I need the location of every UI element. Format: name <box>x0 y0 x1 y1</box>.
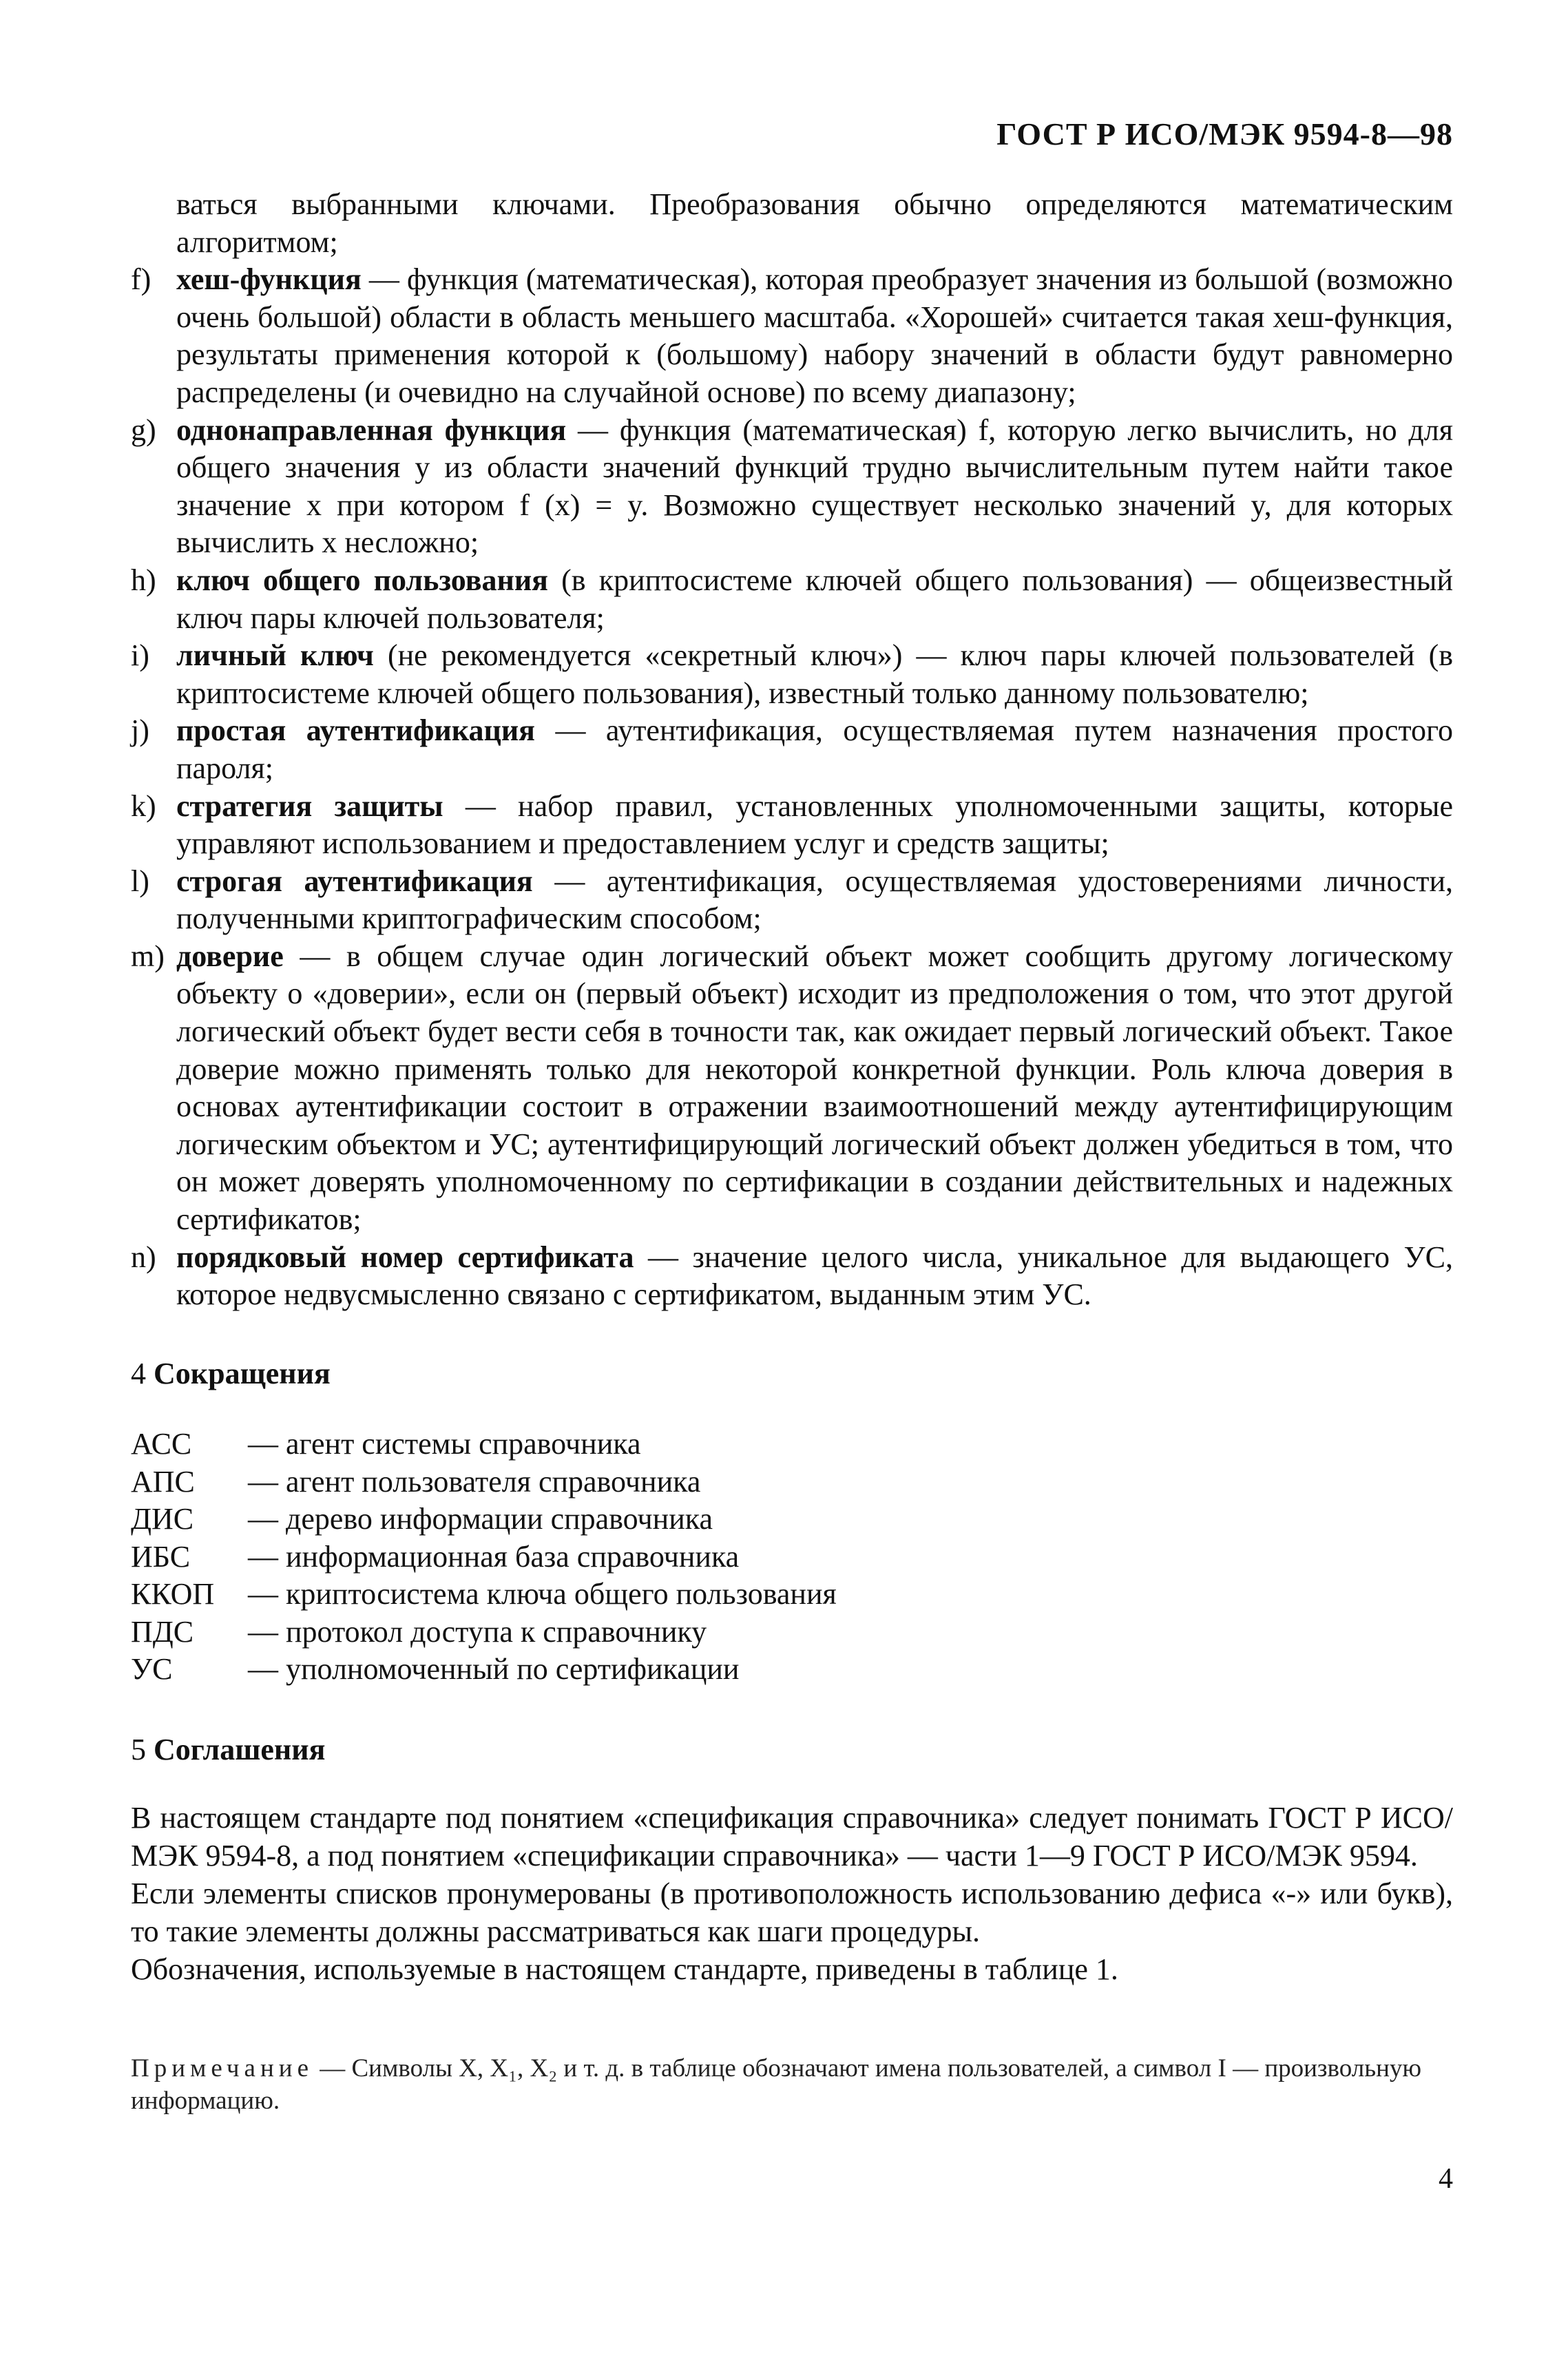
definition-term: ключ общего пользования <box>176 563 548 597</box>
abbreviation-text: — криптосистема ключа общего пользования <box>248 1577 837 1611</box>
abbreviations-list <box>131 1426 837 1689</box>
definition-item-m <box>131 938 1453 1239</box>
abbreviation-code: АПС <box>131 1464 195 1499</box>
definition-text: — функция (математическая) f, которую легко вычислить, но для общего значения y из области значений функций трудно вычислительным путем найти такое значение x при котором f (x) = y. Возможно существует несколько значений y, для которых вычислить x несложно; <box>176 413 1453 560</box>
document-page <box>131 0 1453 2380</box>
definition-text: — аутентификация, осуществляемая путем назначения простого пароля; <box>176 713 1453 785</box>
abbreviation-row <box>131 1651 837 1689</box>
definition-text: (в криптосистеме ключей общего пользования) — общеизвестный ключ пары ключей пользователя; <box>176 563 1453 635</box>
section-title: Сокращения <box>154 1357 331 1390</box>
section-number: 5 <box>131 1733 146 1766</box>
definition-marker: n) <box>131 1240 156 1274</box>
section-4-heading <box>131 1355 331 1392</box>
definition-continuation <box>131 186 1453 261</box>
abbreviation-code: ККОП <box>131 1577 215 1611</box>
abbreviation-row <box>131 1576 837 1614</box>
section-number: 4 <box>131 1357 146 1390</box>
conventions-body <box>131 1799 1453 1988</box>
definition-marker: i) <box>131 638 149 673</box>
abbreviation-code: ПДС <box>131 1614 194 1649</box>
document-header: ГОСТ Р ИСО/МЭК 9594-8—98 <box>996 116 1453 152</box>
abbreviation-code: АСС <box>131 1427 192 1461</box>
page-number: 4 <box>1439 2163 1453 2195</box>
conventions-paragraph-3 <box>131 1950 1453 1988</box>
definition-term: хеш-функция <box>176 262 362 297</box>
definition-text: — аутентификация, осуществляемая удостоверениями личности, полученными криптографическим способом; <box>176 864 1454 936</box>
definition-marker: m) <box>131 939 165 973</box>
section-5-heading <box>131 1731 325 1768</box>
definition-term: однонаправленная функция <box>176 413 567 447</box>
note-text: — Символы X, X₁, X₂ и т. д. в таблице обозначают имена пользователей, а символ I — произвольную информацию. <box>131 2054 1422 2115</box>
abbreviation-row <box>131 1614 837 1651</box>
definition-term: порядковый номер сертификата <box>176 1240 634 1274</box>
definition-item-i <box>131 637 1453 712</box>
definition-marker: h) <box>131 563 156 597</box>
definition-item-k <box>131 788 1453 863</box>
conventions-paragraph-2 <box>131 1875 1453 1950</box>
definition-marker: j) <box>131 713 149 748</box>
abbreviation-text: — протокол доступа к справочнику <box>248 1614 707 1649</box>
definition-marker: l) <box>131 864 149 898</box>
definition-marker: g) <box>131 413 156 447</box>
definition-item-g <box>131 412 1453 562</box>
definition-continuation-text: ваться выбранными ключами. Преобразования обычно определяются математическим алгоритмом; <box>176 187 1453 259</box>
definition-term: личный ключ <box>176 638 374 673</box>
abbreviation-row <box>131 1538 837 1576</box>
definition-term: простая аутентификация <box>176 713 535 748</box>
conventions-paragraph-1 <box>131 1799 1453 1875</box>
abbreviation-code: ИБС <box>131 1539 191 1574</box>
note-label: Примечание <box>131 2054 313 2082</box>
note-block <box>131 2052 1453 2117</box>
abbreviation-row <box>131 1463 837 1501</box>
abbreviation-code: УС <box>131 1652 173 1686</box>
definition-text: (не рекомендуется «секретный ключ») — ключ пары ключей пользователей (в криптосистеме ключей общего пользования), известный только данному пользователю; <box>176 638 1453 710</box>
definition-text: — набор правил, установленных уполномоченными защиты, которые управляют использованием и предоставлением услуг и средств защиты; <box>176 789 1453 861</box>
abbreviation-text: — уполномоченный по сертификации <box>248 1652 740 1686</box>
abbreviation-text: — агент пользователя справочника <box>248 1464 701 1499</box>
definition-text: — в общем случае один логический объект может сообщить другому логическому объекту о «доверии», если он (первый объект) исходит из предположения о том, что этот другой логический объект будет вести себя в точности так, как ожидает первый логический объект. Такое доверие можно применять только для некоторой конкретной функции. Роль ключа доверия в основах аутентификации состоит в отражении взаимоотношений между аутентифицирующим логическим объектом и УС; аутентифицирующий логический объект должен убедиться в том, что он может доверять уполномоченному по сертификации в создании действительных и надежных сертификатов; <box>176 939 1453 1237</box>
definition-term: доверие <box>176 939 284 973</box>
definition-item-l <box>131 863 1453 938</box>
definitions-list <box>131 186 1453 1314</box>
definition-item-n <box>131 1239 1453 1314</box>
abbreviation-text: — информационная база справочника <box>248 1539 740 1574</box>
abbreviation-row <box>131 1426 837 1463</box>
definition-item-j <box>131 712 1453 787</box>
paragraph-text: Обозначения, используемые в настоящем стандарте, приведены в таблице 1. <box>131 1952 1118 1986</box>
definition-marker: f) <box>131 262 151 297</box>
definition-term: стратегия защиты <box>176 789 443 823</box>
abbreviation-text: — дерево информации справочника <box>248 1502 713 1536</box>
definition-term: строгая аутентификация <box>176 864 533 898</box>
paragraph-text: Если элементы списков пронумерованы (в противоположность использованию дефиса «-» или букв), то такие элементы должны рассматриваться как шаги процедуры. <box>131 1877 1453 1948</box>
definition-item-h <box>131 562 1453 637</box>
abbreviation-text: — агент системы справочника <box>248 1427 641 1461</box>
abbreviation-code: ДИС <box>131 1502 194 1536</box>
abbreviation-row <box>131 1501 837 1538</box>
section-title: Соглашения <box>154 1733 326 1766</box>
definition-item-f <box>131 261 1453 411</box>
definition-text: — значение целого числа, уникальное для выдающего УС, которое недвусмысленно связано с сертификатом, выданным этим УС. <box>176 1240 1453 1312</box>
definition-text: — функция (математическая), которая преобразует значения из большой (возможно очень большой) области в область меньшего масштаба. «Хорошей» считается такая хеш-функция, результаты применения которой к (большому) набору значений в области будут равномерно распределены (и очевидно на случайной основе) по всему диапазону; <box>176 262 1453 409</box>
paragraph-text: В настоящем стандарте под понятием «спецификация справочника» следует понимать ГОСТ Р ИСО/МЭК 9594-8, а под понятием «спецификации справочника» — части 1—9 ГОСТ Р ИСО/МЭК 9594. <box>131 1801 1453 1872</box>
definition-marker: k) <box>131 789 156 823</box>
